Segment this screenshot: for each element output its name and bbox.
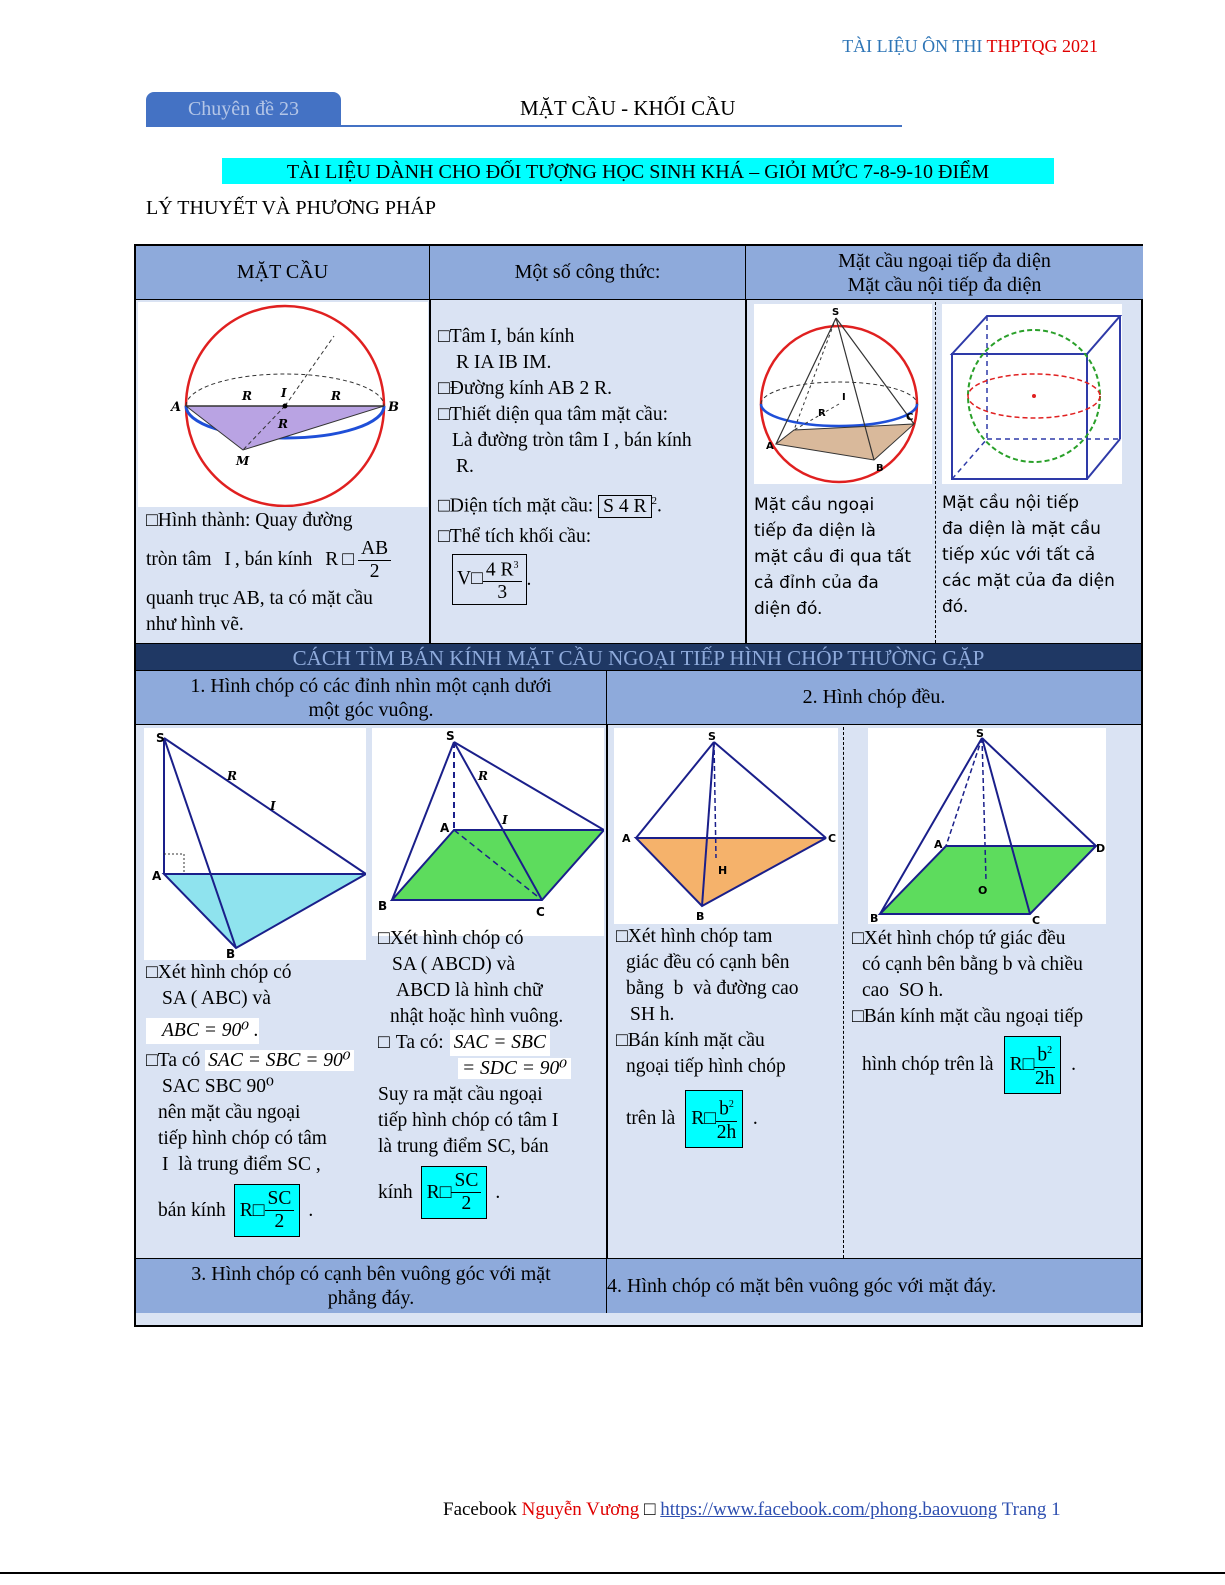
formula-list: □Tâm I, bán kính R IA IB IM. □Đường kính AB 2 R. □Thiết diện qua tâm mặt cầu: Là đường tròn tâm I , bán kính R. □Diện tích mặt cầu: S 4 R $^2$. □Thể tích khối cầu: V □ $\frac{4 R^3}{3}$ .: [438, 326, 692, 603]
circumscribed-sphere-figure: [754, 304, 932, 484]
svg-text:R: R: [818, 408, 826, 419]
svg-text:O: O: [978, 884, 988, 897]
case2-header: 2. Hình chóp đều.: [607, 671, 1141, 725]
svg-text:A: A: [152, 869, 162, 883]
case1a-radius-formula: R □ $\frac{SC}{2}$: [234, 1184, 301, 1237]
col-header-sphere: MẶT CẦU: [136, 246, 430, 300]
svg-text:S: S: [976, 728, 984, 740]
svg-text:C: C: [536, 905, 545, 919]
circumscribed-description: Mặt cầu ngoại tiếp đa diện là mặt cầu đi qua tất cả đỉnh của đa diện đó.: [754, 495, 912, 619]
svg-text:A: A: [766, 441, 774, 452]
svg-text:S: S: [156, 731, 165, 745]
case2b-radius-formula: R □ $\frac{b^2}{2h}$: [1004, 1036, 1062, 1094]
header-prefix: TÀI LIỆU ÔN THI: [842, 36, 987, 56]
svg-text:B: B: [388, 400, 399, 415]
case1a-text: □Xét hình chóp có SA ( ABC) và ABC = 90⁰ . □Ta có SAC = SBC = 90⁰ SAC SBC 90⁰ nên mặt cầu ngoại tiếp hình chóp có tâm I là trung điểm SC , bán kính R □ $\frac{SC}{2}$ .: [146, 960, 368, 1237]
svg-text:S: S: [708, 730, 716, 743]
svg-text:R: R: [227, 769, 237, 783]
footer: Facebook Nguyễn Vương □ https://www.facebook.com/phong.baovuong Trang 1: [443, 1499, 1061, 1520]
case1b-radius-formula: R □ $\frac{SC}{2}$: [421, 1166, 488, 1219]
case1b-figure: [372, 728, 604, 936]
inscribed-sphere-figure: [942, 304, 1122, 484]
svg-text:I: I: [281, 386, 287, 400]
svg-text:I: I: [270, 799, 276, 813]
topic-underline: [146, 125, 902, 127]
inscribed-description: Mặt cầu nội tiếp đa diện là mặt cầu tiếp xúc với tất cả các mặt của đa diện đó.: [942, 493, 1115, 617]
svg-text:R: R: [278, 417, 288, 431]
svg-text:A: A: [622, 832, 631, 845]
svg-text:C: C: [1032, 914, 1041, 924]
audience-banner: TÀI LIỆU DÀNH CHO ĐỐI TƯỢNG HỌC SINH KHÁ – GIỎI MỨC 7-8-9-10 ĐIỂM: [222, 158, 1054, 184]
svg-text:S: S: [446, 729, 455, 743]
svg-text:R: R: [331, 389, 341, 403]
col-header-formulas: Một số công thức:: [430, 246, 746, 300]
sphere-figure: [138, 302, 428, 507]
svg-text:I: I: [842, 392, 846, 403]
svg-text:H: H: [718, 864, 728, 877]
svg-text:I: I: [502, 813, 508, 827]
case1-header: 1. Hình chóp có các đỉnh nhìn một cạnh dưới một góc vuông.: [136, 671, 607, 725]
case2a-text: □Xét hình chóp tam giác đều có cạnh bên bằng b và đường cao SH h. □Bán kính mặt cầu ngoại tiếp hình chóp trên là R □ $\frac{b^2}{2h}$ .: [616, 924, 842, 1148]
svg-text:C: C: [828, 832, 837, 845]
svg-text:B: B: [870, 912, 879, 924]
svg-text:M: M: [236, 454, 250, 468]
case2a-figure: [614, 728, 838, 924]
method-title-bar: CÁCH TÌM BÁN KÍNH MẶT CẦU NGOẠI TIẾP HÌNH CHÓP THƯỜNG GẶP: [136, 643, 1141, 671]
svg-text:R: R: [242, 389, 252, 403]
col-header-polyhedra: Mặt cầu ngoại tiếp đa diện Mặt cầu nội tiếp đa diện: [746, 246, 1143, 300]
facebook-link[interactable]: https://www.facebook.com/phong.baovuong: [660, 1499, 998, 1520]
section-heading: LÝ THUYẾT VÀ PHƯƠNG PHÁP: [146, 197, 436, 219]
svg-text:A: A: [171, 400, 182, 415]
svg-text:B: B: [876, 463, 884, 474]
topic-tab: Chuyên đề 23: [146, 92, 341, 126]
svg-text:C: C: [906, 412, 914, 423]
case2b-text: □Xét hình chóp tứ giác đều có cạnh bên bằng b và chiều cao SO h. □Bán kính mặt cầu ngoại tiếp hình chóp trên là R □ $\frac{b^2}{2h}$ .: [852, 926, 1142, 1094]
page-title: MẶT CẦU - KHỐI CẦU: [520, 96, 736, 120]
case2b-figure: [868, 728, 1106, 924]
sphere-description: □Hình thành: Quay đường tròn tâm I , bán kính R □ $\frac{AB}{2}$ quanh trục AB, ta có mặt cầu như hình vẽ.: [146, 508, 426, 638]
case3-header: 3. Hình chóp có cạnh bên vuông góc với mặt phẳng đáy.: [136, 1258, 607, 1313]
svg-text:A: A: [440, 821, 450, 835]
header-label: [842, 36, 1098, 57]
svg-text:A: A: [934, 838, 943, 851]
case2a-radius-formula: R □ $\frac{b^2}{2h}$: [685, 1090, 743, 1148]
content-table: [134, 244, 1143, 1327]
case1a-figure: [144, 728, 366, 960]
svg-text:B: B: [696, 910, 705, 923]
svg-text:S: S: [832, 307, 840, 318]
svg-text:B: B: [378, 899, 388, 913]
header-highlight: THPTQG 2021: [986, 36, 1098, 56]
svg-text:R: R: [478, 769, 488, 783]
svg-text:B: B: [226, 947, 236, 960]
bottom-rule: [0, 1572, 1225, 1574]
case1b-text: □Xét hình chóp có SA ( ABCD) và ABCD là hình chữ nhật hoặc hình vuông. □ Ta có: SAC = SBC = SDC = 90⁰ Suy ra mặt cầu ngoại tiếp hình chóp có tâm I là trung điểm SC, bán kính R □ $\frac{SC}{2}$ .: [378, 926, 608, 1219]
case4-header: 4. Hình chóp có mặt bên vuông góc với mặt đáy.: [607, 1258, 1141, 1313]
svg-text:D: D: [1096, 842, 1106, 855]
